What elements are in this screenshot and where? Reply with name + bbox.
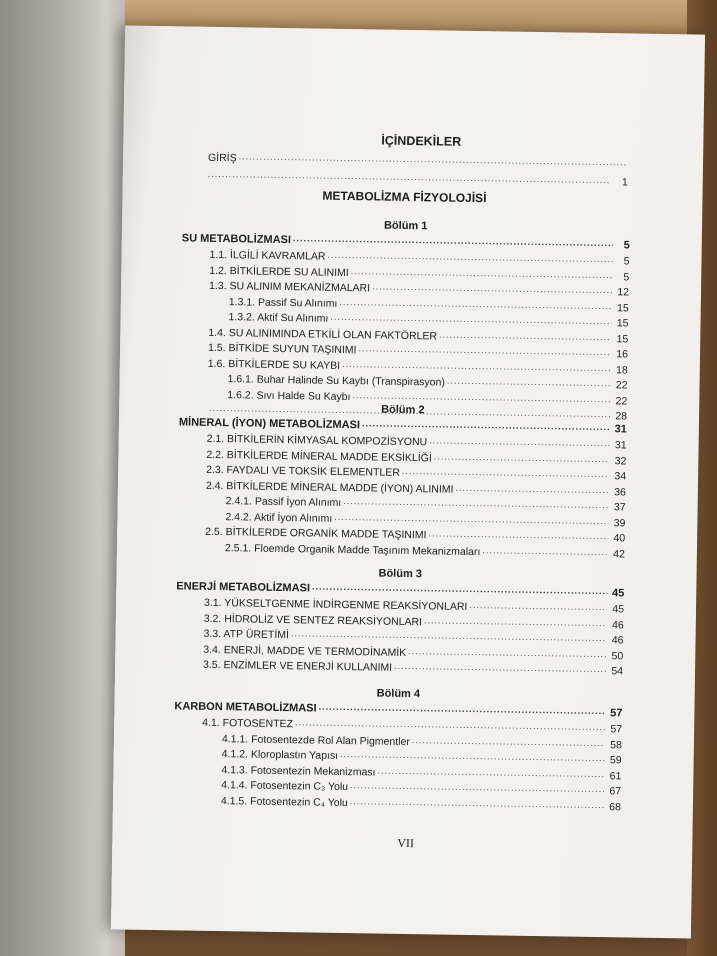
toc-entry-label: 1.6.2. Sıvı Halde Su Kaybı (227, 388, 351, 403)
section-title: ENERJİ METABOLİZMASI (176, 580, 311, 595)
toc-intro-page: 1 (621, 176, 628, 189)
toc-entry-label: 1.2. BİTKİLERDE SU ALINIMI (209, 264, 349, 279)
dot-leader (362, 418, 610, 436)
toc-entry-page: 5 (623, 255, 630, 268)
dot-leader (428, 528, 608, 545)
dot-leader (208, 169, 611, 189)
dot-leader (469, 600, 607, 616)
page-number-footer: VII (397, 835, 415, 851)
section-title: KARBON METABOLİZMASI (174, 700, 317, 715)
toc-entry-label: 4.1.3. Fotosentezin Mekanizması (221, 763, 376, 779)
toc-entry-label: 4.1.5. Fotosentezin C₄ Yolu (220, 794, 348, 809)
dot-leader (350, 796, 604, 814)
toc-entry-page: 16 (616, 348, 629, 361)
toc-entry-label: 2.5.1. Floemde Organik Madde Taşınım Mekanizmaları (224, 541, 481, 558)
toc-entry-page: 5 (623, 270, 630, 283)
toc-intro-page-row (208, 169, 628, 190)
section-page: 5 (623, 239, 630, 252)
dot-leader (402, 466, 609, 483)
dot-leader (239, 151, 629, 171)
bolum-heading: Bölüm 1 (383, 219, 428, 233)
section-page: 45 (611, 587, 625, 600)
toc-entry-label: 3.2. HİDROLİZ VE SENTEZ REAKSİYONLARI (203, 612, 423, 628)
bolum-heading: Bölüm 2 (381, 403, 425, 417)
toc-entry-label: 2.4.1. Passif İyon Alınımı (225, 495, 342, 509)
table-of-contents (111, 26, 705, 939)
toc-entry-label: 2.2. BİTKİLERDE MİNERAL MADDE EKSİKLİĞİ (206, 448, 432, 464)
dot-leader (482, 545, 608, 561)
toc-entry-page: 50 (611, 649, 624, 662)
toc-entry-page: 22 (615, 379, 628, 392)
dot-leader (424, 615, 607, 632)
toc-entry-label: 2.5. BİTKİLERDE ORGANİK MADDE TAŞINIMI (205, 525, 427, 542)
toc-entry-label: 4.1. FOTOSENTEZ (202, 716, 294, 731)
toc-entry-label: 2.3. FAYDALI VE TOKSİK ELEMENTLER (206, 463, 400, 479)
toc-entry-page: 28 (615, 410, 628, 423)
toc-entry-page: 31 (614, 439, 627, 452)
toc-entry-page: 40 (613, 532, 626, 545)
toc-entry-page: 15 (616, 332, 629, 345)
section-page: 31 (614, 423, 627, 436)
toc-entry-page: 68 (609, 800, 622, 813)
dot-leader (434, 451, 610, 468)
toc-entry-page: 37 (613, 501, 626, 514)
toc-entry-page: 15 (616, 301, 629, 314)
toc-entry-label: 3.5. ENZİMLER VE ENERJİ KULLANIMI (203, 658, 393, 674)
toc-intro-row[interactable] (208, 151, 628, 172)
section-title: MİNERAL (İYON) METABOLİZMASI (178, 416, 361, 432)
toc-entry-page: 59 (609, 754, 622, 767)
toc-entry-label: 3.3. ATP ÜRETİMİ (203, 627, 290, 642)
toc-entry-page: 57 (610, 723, 623, 736)
dot-leader (408, 646, 606, 663)
toc-entry-page: 34 (614, 470, 627, 483)
toc-entry-label: 3.1. YÜKSELTGENME İNDİRGENME REAKSİYONLARI (203, 596, 468, 613)
dot-leader (429, 435, 610, 452)
toc-entry-page: 32 (614, 454, 627, 467)
toc-entry-label: 2.1. BİTKİLERİN KİMYASAL KOMPOZİSYONU (206, 432, 428, 449)
section-title: SU METABOLİZMASI (181, 232, 292, 247)
toc-entry-label: 3.4. ENERJİ, MADDE VE TERMODİNAMİK (203, 643, 407, 659)
toc-entry-label: 4.1.2. Kloroplastın Yapısı (221, 748, 339, 762)
toc-entry-label: 2.4. BİTKİLERDE MİNERAL MADDE (İYON) ALINIMI (205, 479, 454, 496)
toc-entry-label: 1.4. SU ALINIMINDA ETKİLİ OLAN FAKTÖRLER (208, 326, 438, 342)
toc-entry-page: 54 (611, 665, 624, 678)
toc-entry-page: 46 (612, 618, 624, 631)
toc-entry-label: 1.3.1. Passif Su Alınımı (228, 295, 338, 310)
toc-entry-page: 18 (616, 363, 628, 376)
toc-entry-label: 4.1.1. Fotosentezde Rol Alan Pigmentler (221, 732, 410, 748)
toc-entry-label: 1.6.1. Buhar Halinde Su Kaybı (Transpirasyon) (227, 373, 445, 389)
book-page (111, 26, 705, 939)
section-page: 57 (610, 707, 623, 720)
toc-entry-label: 1.5. BİTKİDE SUYUN TAŞINIMI (207, 341, 357, 357)
dot-leader (412, 735, 605, 752)
toc-entry-page: 15 (616, 317, 629, 330)
dot-leader (394, 661, 606, 678)
bolum-heading: Bölüm 4 (376, 687, 421, 701)
toc-entry-label: 2.4.2. Aktif İyon Alınımı (225, 510, 333, 525)
toc-entry-label: 1.1. İLGİLİ KAVRAMLAR (209, 248, 326, 263)
toc-entry-page: 46 (611, 634, 624, 647)
toc-entry-label: 1.6. BİTKİLERDE SU KAYBI (207, 357, 341, 372)
toc-entry-page: 58 (610, 738, 622, 751)
dot-leader (447, 376, 611, 393)
toc-entry-page: 61 (609, 769, 622, 782)
bolum-heading: Bölüm 3 (378, 567, 423, 581)
dot-leader (377, 765, 604, 783)
facing-page (0, 0, 125, 956)
toc-entry-page: 39 (613, 516, 626, 529)
toc-entry-label: 1.3. SU ALINIM MEKANİZMALARI (208, 279, 371, 295)
dot-leader (455, 482, 609, 498)
toc-intro-label: GİRİŞ (207, 151, 237, 165)
part-title: METABOLİZMA FİZYOLOJİSİ (322, 188, 487, 206)
dot-leader (439, 329, 611, 346)
toc-entry-page: 67 (609, 785, 622, 798)
toc-entry-page: 12 (617, 286, 630, 299)
toc-entry-label: 4.1.4. Fotosentezin C₃ Yolu (221, 779, 349, 794)
toc-entry-page: 22 (615, 394, 628, 407)
toc-entry-label: 1.3.2. Aktif Su Alınımı (228, 311, 329, 325)
toc-entry-page: 42 (613, 547, 625, 560)
toc-entry-page: 45 (612, 603, 625, 616)
toc-entry-page: 36 (614, 485, 626, 498)
page-title: İÇİNDEKİLER (381, 133, 462, 149)
